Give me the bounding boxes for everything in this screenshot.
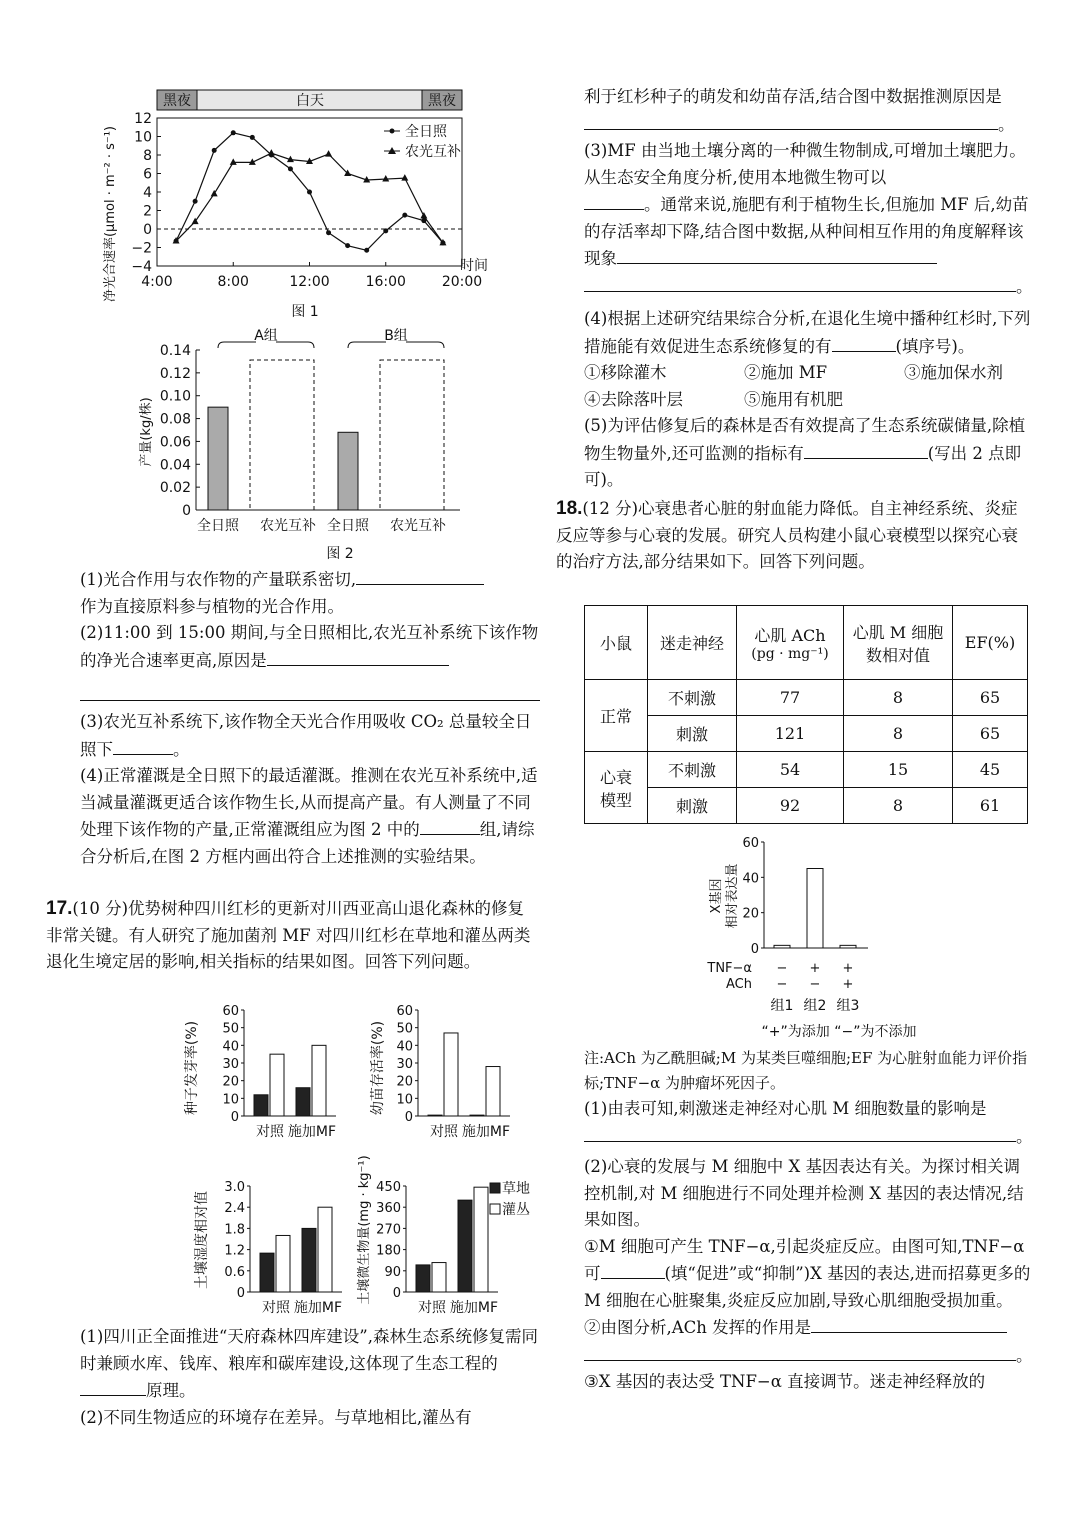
q16-p3-text: (3)农光互补系统下,该作物全天光合作用吸收 CO₂ 总量较全日照下 [80,712,532,759]
q16-p4-text-b: 组,请综合分析后,在图 2 方框内画出符合上述推测的实验结果。 [80,820,535,866]
q17-ytick-label: 1.2 [224,1243,245,1259]
fig2-bar [338,432,358,510]
q16-p3 [80,709,540,763]
q17-intro [46,896,540,976]
legend-agrivoltaic: 农光互补 [405,144,461,160]
table-row [585,716,1028,752]
q17-ytick-label: 30 [222,1057,239,1072]
th-ach-line2: (pg · mg⁻¹) [751,646,829,662]
q18-xgene-chart [698,832,958,1044]
cell: 77 [737,680,844,716]
q18-tnf-sign: − [776,961,788,976]
q16-p2 [80,620,540,674]
q17-options-row1 [584,360,1034,387]
q18-ylabel-1: X基因 [709,878,724,914]
option-4: ④去除落叶层 [584,389,683,409]
q18-s1-text: ①M 细胞可产生 TNF−α,引起炎症反应。由图可知,TNF−α可 [584,1236,1025,1283]
th-mcell-line2: 数相对值 [865,645,930,665]
group-hf-line2: 模型 [599,790,632,810]
fig2-ytick-label: 0 [182,503,191,519]
fig2-group-a: A组 [254,328,278,344]
fig1-xtick-label: 20:00 [441,274,483,290]
fig1-ytick-label: 8 [143,148,152,164]
fig1-ytick-label: 2 [143,203,152,220]
q18-ytick-label: 40 [742,871,759,887]
cell: 不刺激 [648,752,737,788]
q18-p1-line [584,1123,1034,1151]
q17-xcat-label: 施加MF [449,1300,499,1316]
q17-p4 [584,306,1034,360]
answer-line[interactable] [584,1342,1016,1361]
c1-ylabel: 种子发芽率(%) [184,1020,200,1116]
q17-p1-text: (1)四川正全面推进“天府森林四库建设”,森林生态系统修复需同时兼顾水库、钱库、粮库和碳库建设,这体现了生态工程的 [80,1327,538,1373]
q17-ytick-label: 40 [396,1039,413,1055]
table-row [585,752,1028,788]
answer-blank[interactable] [601,1260,665,1279]
q17-ytick-label: 0 [404,1110,413,1125]
q17-ytick-label: 10 [222,1092,239,1108]
fig1-point-full-sun [364,248,369,253]
cell: 65 [953,680,1028,716]
fig1-ytick-label: 6 [143,166,152,183]
option-5: ⑤施用有机肥 [744,389,843,409]
legend-shrub: 灌丛 [502,1202,530,1218]
q17-ytick-label: 40 [222,1039,239,1055]
table-row [585,680,1028,716]
th-ef: EF(%) [953,606,1028,680]
q18-data-table [584,605,1028,824]
q17-bar-grass [254,1095,268,1116]
q18-intro-text: (12 分)心衰患者心脏的射血能力降低。自主神经系统、炎症反应等参与心衰的发展。研究人员构建小鼠心衰模型以探究心衰的治疗方法,部分结果如下。回答下列问题。 [556,499,1018,571]
q16-p1 [80,566,540,594]
q17-p3-text: (3)MF 由当地土壤分离的一种微生物制成,可增加土壤肥力。从生态安全角度分析,使用本地微生物可以 [584,141,1026,187]
q18-s2-text: ②由图分析,ACh 发挥的作用是 [584,1318,812,1337]
option-1: ①移除灌木 [584,363,667,382]
q17-ytick-label: 20 [396,1074,413,1090]
answer-line[interactable] [584,1123,1016,1142]
fig1-point-full-sun [307,190,312,195]
fig1-point-full-sun [383,228,388,233]
th-ach [737,606,844,680]
fig1-ytick-label: 0 [143,222,152,238]
q18-s2-line [584,1342,1034,1370]
q17-xcat-label: 对照 [418,1300,446,1316]
q17-p2: (2)不同生物适应的环境存在差异。与草地相比,灌丛有 [80,1407,472,1427]
fig2-xcat-label: 农光互补 [260,518,316,534]
answer-blank[interactable] [584,191,644,210]
q18-plot-area [742,836,868,1014]
cell: 92 [737,788,844,824]
fig1-xtick-label: 12:00 [289,274,330,290]
cell: 8 [844,788,953,824]
q17-p3-end: 。 [1016,276,1033,296]
q18-tnf-sign: + [809,961,821,976]
c4-ylabel: 土壤微生物量(mg · kg⁻¹) [357,1155,372,1305]
fig1-xtick-label: 16:00 [365,274,406,290]
cell: 不刺激 [648,680,737,716]
q17-p3 [584,138,1034,191]
q17-charts [184,998,534,1318]
q17-bar-grass [428,1115,442,1116]
night-label-right: 黑夜 [428,93,456,109]
q18-subquestions [584,1046,1034,1396]
q17-bar-shrub [474,1187,488,1292]
q17-subquestions-left [80,1324,540,1431]
fig1-point-agrivoltaic [382,175,389,182]
q16-p3-end: 。 [173,739,190,759]
q17-p3b [584,191,1034,273]
answer-blank[interactable] [811,1314,1007,1333]
fig1-point-agrivoltaic [230,158,237,165]
fig2-ylabel: 产量(kg/株) [139,397,154,467]
cell: 65 [953,716,1028,752]
cell: 61 [953,788,1028,824]
fig2-ytick-label: 0.06 [159,434,191,451]
tnf-row-label: TNF−α [707,961,752,976]
fig1-ytick-label: 12 [134,111,152,127]
q17-ytick-label: 60 [222,1004,239,1019]
fig1-ytick-label: 10 [134,129,152,146]
fig2-answer-box-a [250,360,314,510]
q17-bar-shrub [270,1054,284,1116]
q17-ytick-label: 50 [222,1021,239,1037]
fig2-xcat-label: 农光互补 [390,518,446,534]
q16-p4 [80,763,540,870]
legend-grass: 草地 [502,1181,530,1197]
q18-p2: (2)心衰的发展与 M 细胞中 X 基因表达有关。为探讨相关调控机制,对 M 细胞进行不同处理并检测 X 基因的表达情况,结果如图。 [584,1157,1024,1229]
day-label: 白天 [296,93,324,109]
fig1-legend [384,124,461,160]
q18-p1: (1)由表可知,刺激迷走神经对心肌 M 细胞数量的影响是 [584,1099,987,1118]
fig1-point-agrivoltaic [325,150,332,157]
q17-xcat-label: 施加MF [461,1124,511,1140]
q17-ytick-label: 20 [222,1074,239,1090]
answer-blank[interactable] [113,736,173,755]
group-hf-line1: 心衰 [599,767,632,787]
q17-ytick-label: 0.6 [224,1264,245,1280]
q17-p1 [80,1324,540,1405]
fig1-point-full-sun [193,199,198,204]
q17-ytick-label: 360 [376,1201,401,1217]
q16-p1-text: (1)光合作用与农作物的产量联系密切, [80,570,357,589]
q18-ylabel-2: 相对表达量 [725,863,740,929]
answer-blank[interactable] [804,440,928,459]
q17-ytick-label: 270 [376,1222,401,1238]
fig2-group-b: B组 [384,328,408,344]
q17-p4-text: (4)根据上述研究结果综合分析,在退化生境中播种红杉时,下列措施能有效促进生态系统修复的有 [584,309,1031,356]
q17-bar-shrub [444,1033,458,1116]
fig2-ytick-label: 0.14 [159,343,191,359]
q17-bar-shrub [432,1263,446,1292]
fig1-point-agrivoltaic [401,174,408,181]
fig1-point-full-sun [326,230,331,235]
q18-group-label: 组2 [803,998,827,1014]
option-3: ③施加保水剂 [904,363,1003,382]
q17-bar-shrub [318,1207,332,1292]
q17-p3b-text: 。通常来说,施肥有利于植物生长,但施加 MF 后,幼苗的存活率却下降,结合图中数据,从种间相互作用的角度解释该现象 [584,195,1029,268]
q17-p2-end: 。 [998,114,1015,134]
fig2-ytick-label: 0.10 [159,388,191,405]
cell: 15 [844,752,953,788]
q17-bar-shrub [276,1235,290,1292]
answer-blank[interactable] [420,816,480,835]
q17-p5-text: (5)为评估修复后的森林是否有效提高了生态系统碳储量,除植物生物量外,还可监测的指标有 [584,416,1026,463]
q17-ytick-label: 0 [392,1286,401,1301]
answer-blank[interactable] [832,333,896,352]
q18-s3: ③X 基因的表达受 TNF−α 直接调节。迷走神经释放的 [584,1372,986,1391]
fig2-caption: 图 2 [326,546,354,562]
q17-bar-grass [416,1265,430,1292]
q17-ytick-label: 180 [376,1243,401,1259]
q17-legend [490,1180,530,1218]
q17-ytick-label: 3.0 [224,1180,245,1195]
night-label-left: 黑夜 [163,93,191,109]
q18-group-label: 组3 [836,998,860,1014]
q18-intro [556,496,1034,576]
th-ach-line1: 心肌 ACh [754,626,826,645]
q18-ytick-label: 60 [742,836,759,851]
th-mcell-line1: 心肌 M 细胞 [852,622,944,642]
q17-ytick-label: 50 [396,1021,413,1037]
fig1-point-full-sun [231,130,236,135]
q17-xcat-label: 施加MF [293,1300,343,1316]
fig2-ytick-label: 0.04 [159,457,191,474]
answer-blank[interactable] [80,1377,146,1396]
q18-ach-sign: − [776,977,788,992]
fig2-ytick-label: 0.12 [159,365,191,382]
q17-options-row2 [584,387,1034,414]
q17-p4b-text: (填序号)。 [895,336,975,356]
answer-line[interactable] [584,273,1016,292]
figure-1-line-chart [100,84,540,324]
fig1-point-full-sun [345,243,350,248]
q17-intro-text: (10 分)优势树种四川红杉的更新对川西亚高山退化森林的修复非常关键。有人研究了施加菌剂 MF 对四川红杉在草地和灌丛两类退化生境定居的影响,相关指标的结果如图。回答下列问题。 [46,899,531,971]
group-normal: 正常 [585,680,648,752]
fig1-point-full-sun [402,213,407,218]
q16-p2-text: (2)11:00 到 15:00 期间,与全日照相比,农光互补系统下该作物的净光合速率更高,原因是 [80,623,539,670]
fig1-xtick-label: 8:00 [217,274,249,290]
q18-footnote: 注:ACh 为乙酰胆碱;M 为某类巨噬细胞;EF 为心脏射血能力评价指标;TNF−α 为肿瘤坏死因子。 [584,1049,1028,1092]
fig1-point-full-sun [250,135,255,140]
cell: 8 [844,680,953,716]
fig1-ytick-label: −2 [131,240,152,257]
c3-ylabel: 土壤湿度相对值 [194,1191,210,1289]
q17-ytick-label: 0 [236,1286,245,1301]
th-mouse: 小鼠 [585,606,648,680]
q17-ytick-label: 2.4 [224,1201,245,1217]
q17-p5 [584,413,1034,494]
table-row [585,788,1028,824]
fig1-ytick-label: −4 [131,259,152,275]
q16-p4-text: (4)正常灌溉是全日照下的最适灌溉。推测在农光互补系统中,适当减量灌溉更适合该作物生长,从而提高产量。有人测量了不同处理下该作物的产量,正常灌溉组应为图 2 中的 [80,766,538,839]
q18-tnf-sign: + [842,961,854,976]
q17-bar-grass [296,1088,310,1116]
answer-blank[interactable] [584,111,998,130]
cell: 54 [737,752,844,788]
fig1-ytick-label: 4 [143,185,152,201]
answer-blank[interactable] [617,245,937,264]
fig2-xcat-label: 全日照 [327,518,369,534]
q17-xcat-label: 施加MF [287,1124,337,1140]
q18-bar [840,945,856,948]
q17-xcat-label: 对照 [430,1124,458,1140]
q17-ytick-label: 60 [396,1004,413,1019]
q17-xcat-label: 对照 [256,1124,284,1140]
cell: 121 [737,716,844,752]
q17-bar-grass [458,1200,472,1292]
q18-bar [807,869,823,949]
answer-blank[interactable] [356,566,484,585]
group-heart-failure [585,752,648,824]
fig2-ytick-label: 0.02 [159,480,191,497]
q17-subquestions-right [584,84,1034,494]
c2-ylabel: 幼苗存活率(%) [370,1020,386,1116]
fig1-caption: 图 1 [291,304,319,320]
fig1-point-full-sun [288,166,293,171]
q17-bar-grass [302,1228,316,1292]
q18-p1-end: 。 [1016,1126,1033,1146]
legend-full-sun: 全日照 [405,124,447,140]
q17-p1-end: 原理。 [146,1381,196,1400]
q18-s1 [584,1234,1034,1315]
q17-bar-grass [260,1253,274,1292]
q17-ytick-label: 0 [230,1110,239,1125]
legend-swatch-grass [490,1183,500,1193]
q18-ytick-label: 0 [750,942,759,957]
q18-ach-sign: − [809,977,821,992]
q17-bar-shrub [312,1045,326,1116]
q17-xcat-label: 对照 [262,1300,290,1316]
fig1-point-agrivoltaic [420,212,427,219]
fig2-answer-box-b [380,360,444,510]
q17-ytick-label: 10 [396,1092,413,1108]
cell: 刺激 [648,788,737,824]
ach-row-label: ACh [726,977,752,992]
th-mcell [844,606,953,680]
q16-subquestions [80,566,540,870]
q18-s2 [584,1314,1034,1342]
cell: 45 [953,752,1028,788]
q17-number: 17. [46,898,73,919]
q18-number: 18. [556,498,583,519]
q18-bar [774,945,790,948]
fig1-xtick-label: 4:00 [141,274,173,290]
q17-ytick-label: 30 [396,1057,413,1072]
q17-p3-line [584,273,1034,301]
fig2-ytick-label: 0.08 [159,411,191,428]
q17-p2b-text: 利于红杉种子的萌发和幼苗存活,结合图中数据推测原因是 [584,87,1002,106]
q18-s2-end: 。 [1016,1345,1033,1365]
q16-p1b: 作为直接原料参与植物的光合作用。 [80,596,344,616]
cell: 8 [844,716,953,752]
q17-ytick-label: 450 [376,1180,401,1195]
fig2-plot-area [160,343,460,534]
th-vagus: 迷走神经 [648,606,737,680]
q18-ytick-label: 20 [742,906,759,922]
q17-bar-grass [470,1115,484,1116]
figure-2-bar-chart [130,322,520,565]
q17-ytick-label: 90 [384,1264,401,1280]
answer-blank[interactable] [267,647,449,666]
legend-swatch-shrub [490,1204,500,1214]
q17-ytick-label: 1.8 [224,1222,245,1238]
fig1-ylabel: 净光合速率(μmol · m⁻² · s⁻¹) [103,125,118,303]
cell: 刺激 [648,716,737,752]
q17-bar-shrub [486,1067,500,1116]
fig1-xlabel: 时间 [460,258,488,274]
q18-s1b-text: (填“促进”或“抑制”)X 基因的表达,进而招募更多的 M 细胞在心脏聚集,炎症反应加剧,导致心肌细胞受损加重。 [584,1264,1031,1310]
q18-group-label: 组1 [770,998,794,1014]
answer-line[interactable] [80,674,540,701]
q17-p5b-text: (写出 2 点即可)。 [584,443,1022,489]
fig2-bar [208,407,228,510]
fig1-point-full-sun [212,148,217,153]
fig2-xcat-label: 全日照 [197,518,239,534]
q17-p2b [584,84,1034,138]
q18-note: “+”为添加 “−”为不添加 [761,1024,917,1040]
option-2: ②施加 MF [744,363,828,382]
q18-ach-sign: + [842,977,854,992]
